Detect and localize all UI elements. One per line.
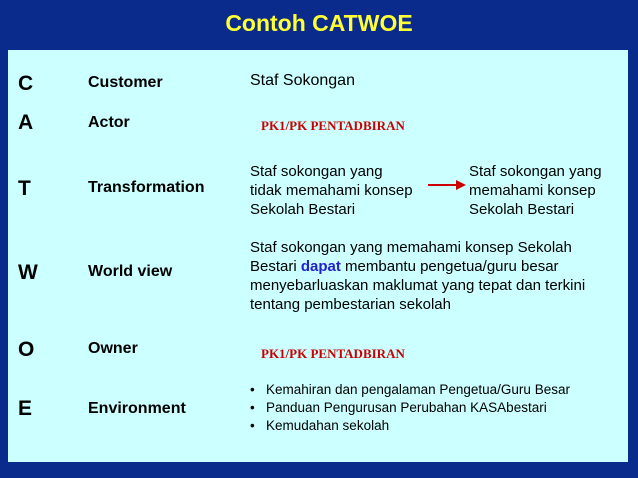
environment-item: • Kemahiran dan pengalaman Pengetua/Guru Besar <box>250 381 570 399</box>
label-customer: Customer <box>88 74 163 91</box>
letter-a: A <box>18 111 34 134</box>
label-environment: Environment <box>88 400 186 417</box>
content-owner: PK1/PK PENTADBIRAN <box>261 346 405 361</box>
transformation-arrow-icon <box>428 178 468 192</box>
environment-list <box>250 381 570 435</box>
content-environment <box>250 381 570 435</box>
before-line: tidak memahami konsep <box>250 182 413 199</box>
environment-item: • Kemudahan sekolah <box>250 417 570 435</box>
content-world-view <box>250 238 585 314</box>
letter-o: O <box>18 338 35 361</box>
environment-item: • Panduan Pengurusan Perubahan KASAbestari <box>250 399 570 417</box>
letter-c: C <box>18 72 34 95</box>
slide-title: Contoh CATWOE <box>225 10 413 36</box>
transformation-after <box>469 162 602 219</box>
letter-w: W <box>18 261 38 284</box>
after-line: memahami konsep <box>469 182 596 199</box>
label-owner: Owner <box>88 340 138 357</box>
before-line: Staf sokongan yang <box>250 163 383 180</box>
letter-e: E <box>18 397 33 420</box>
worldview-line: Staf sokongan yang memahami konsep Sekolah <box>250 239 572 256</box>
worldview-line: tentang pembestarian sekolah <box>250 296 451 313</box>
label-transformation: Transformation <box>88 179 205 196</box>
worldview-highlight: dapat <box>300 258 341 275</box>
after-line: Staf sokongan yang <box>469 163 602 180</box>
worldview-line: menyebarluaskan maklumat yang tepat dan terkini <box>250 277 586 294</box>
transformation-before <box>250 162 413 219</box>
after-line: Sekolah Bestari <box>469 201 575 218</box>
content-actor: PK1/PK PENTADBIRAN <box>261 118 405 133</box>
content-customer: Staf Sokongan <box>250 72 355 89</box>
before-line: Sekolah Bestari <box>250 201 356 218</box>
worldview-suffix: membantu pengetua/guru besar <box>345 258 559 275</box>
worldview-line <box>250 257 585 276</box>
label-world-view: World view <box>88 263 173 280</box>
letter-t: T <box>18 177 31 200</box>
label-actor: Actor <box>88 114 130 131</box>
worldview-prefix: Bestari <box>250 258 297 275</box>
